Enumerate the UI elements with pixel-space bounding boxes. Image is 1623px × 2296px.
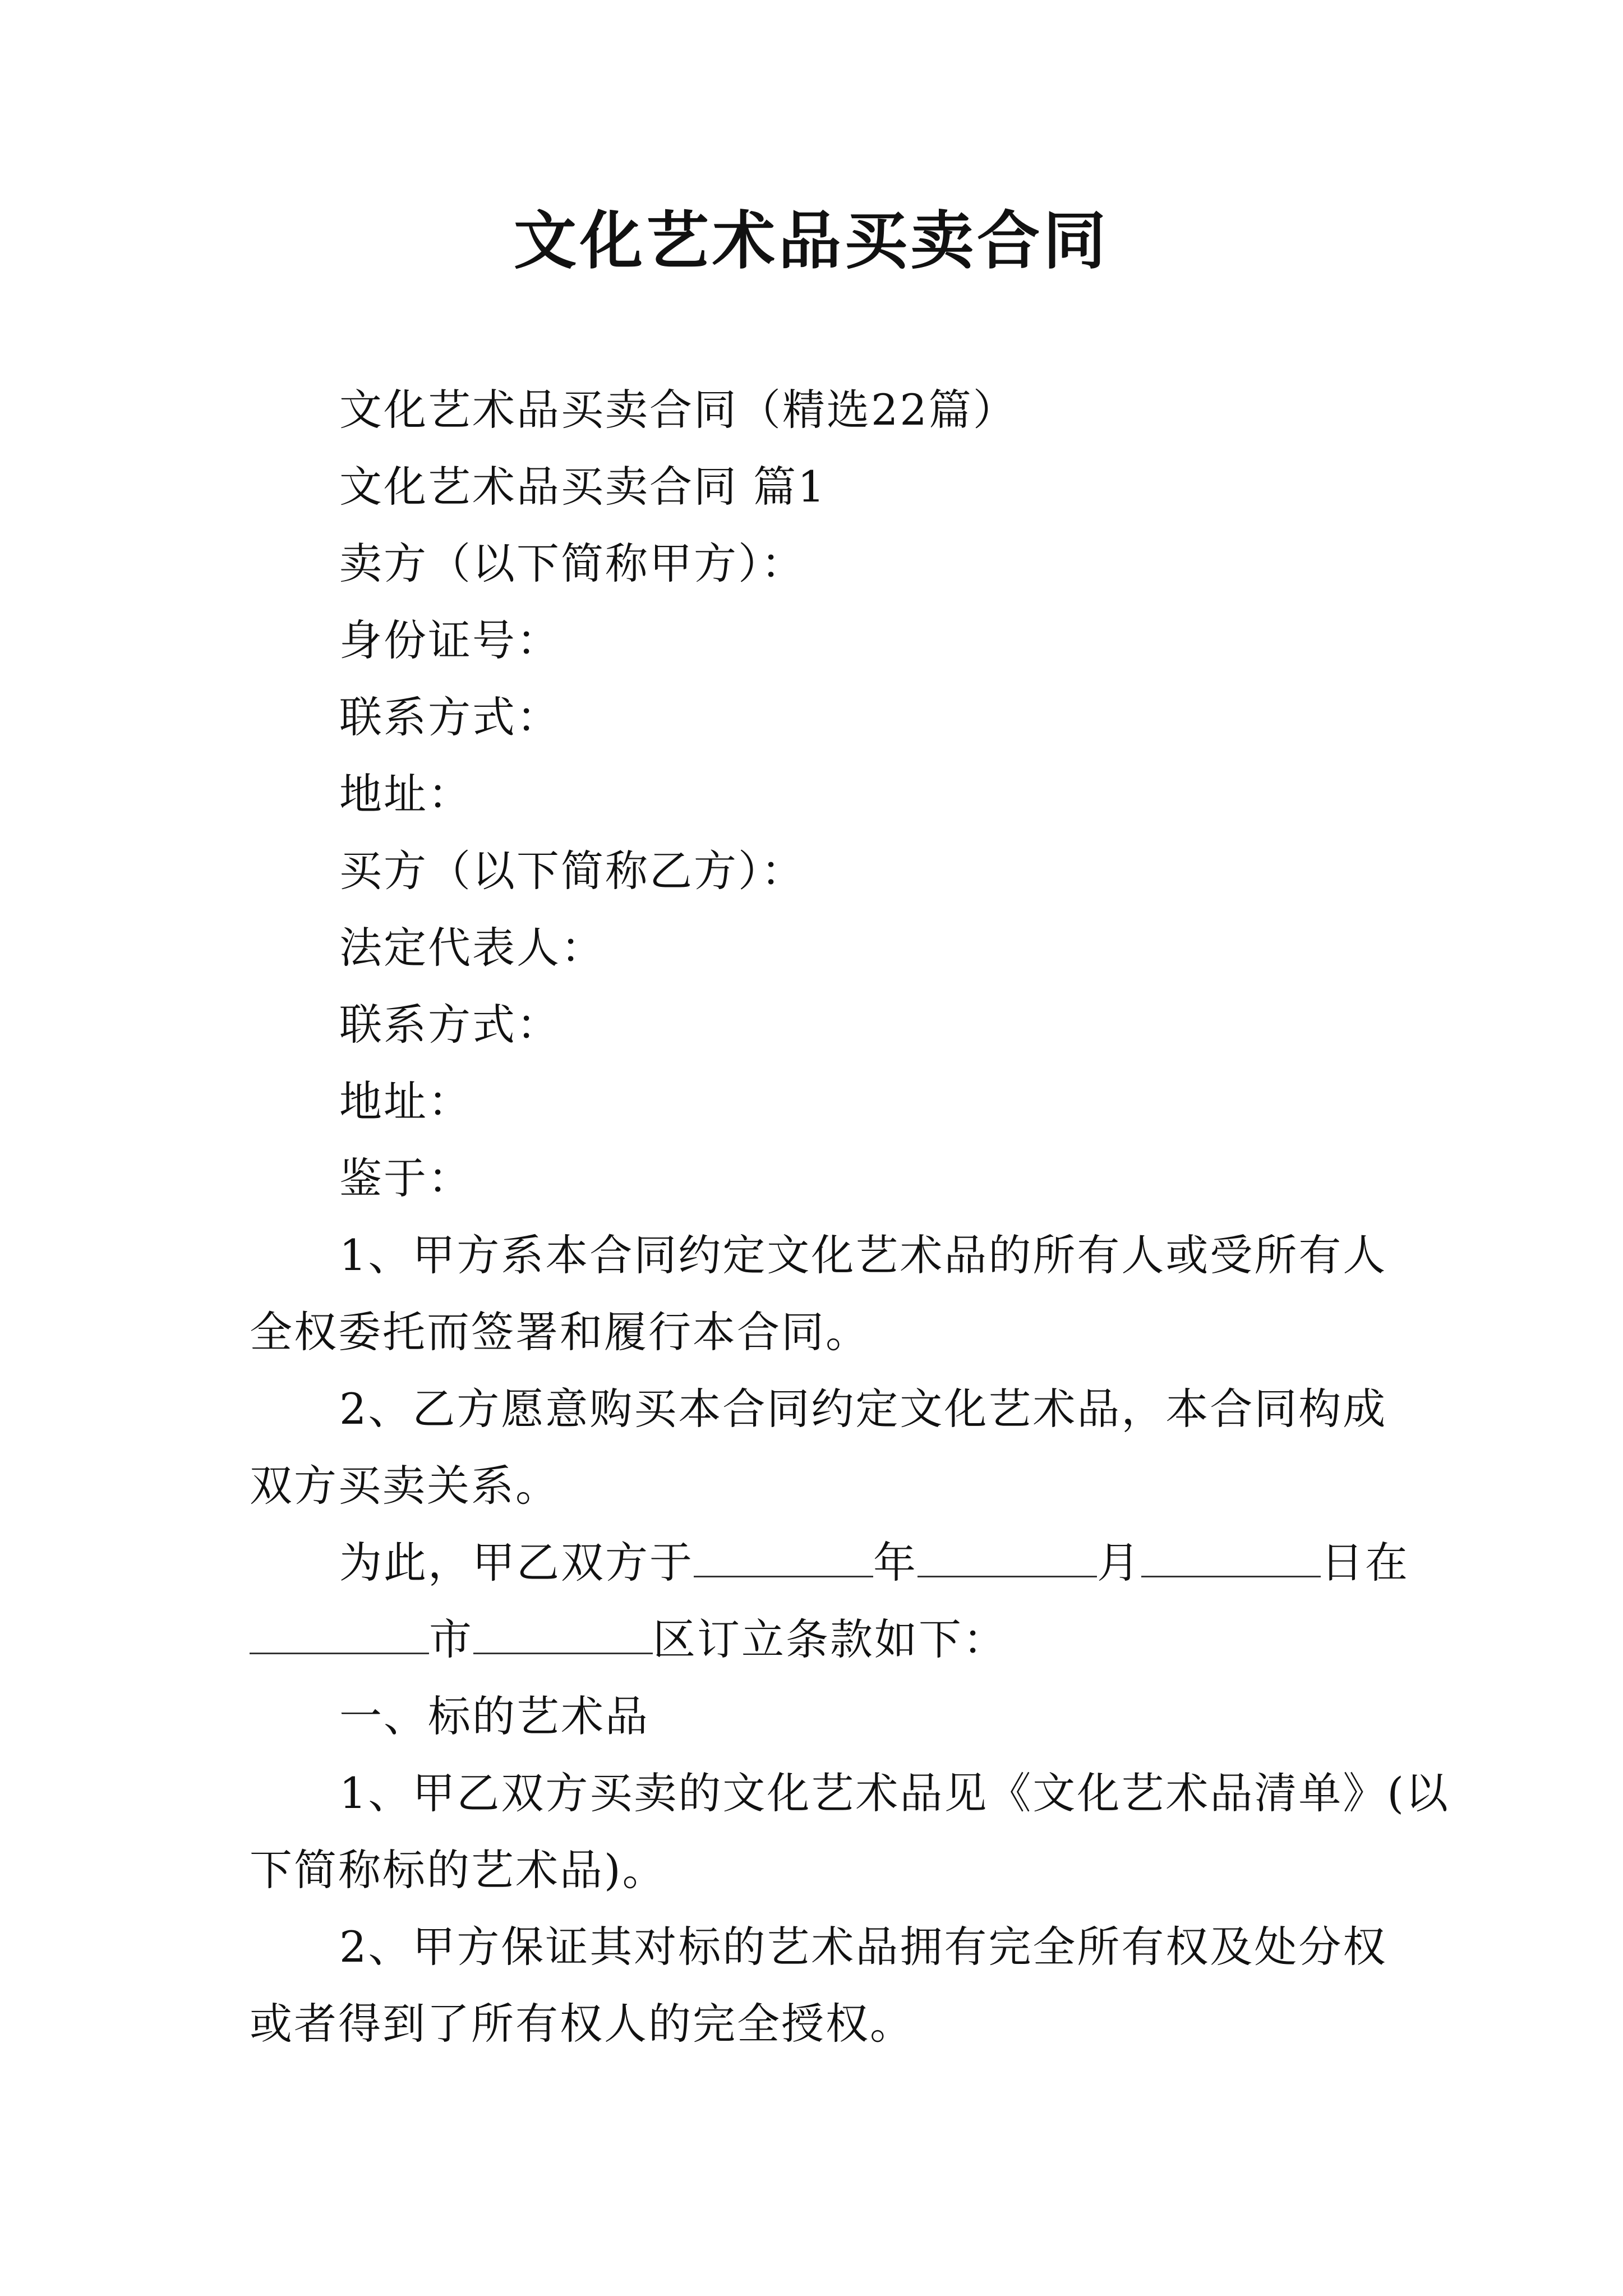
whereas-line: 鉴于：: [339, 1153, 472, 1203]
document-body: [250, 371, 1450, 2062]
item-1-line-2: 下简称标的艺术品)。: [250, 1845, 667, 1895]
year-blank: [694, 1536, 873, 1577]
item-2-line-2: 或者得到了所有权人的完全授权。: [250, 1999, 914, 2049]
document-title: 文化艺术品买卖合同: [514, 204, 1109, 278]
month-text: 月: [1097, 1538, 1141, 1588]
month-blank: [917, 1536, 1097, 1577]
seller-contact-line: 联系方式：: [339, 692, 561, 742]
clause-1-line-2: 全权委托而签署和履行本合同。: [250, 1307, 870, 1357]
city-text: 市: [429, 1614, 473, 1664]
id-number-line: 身份证号：: [339, 615, 561, 665]
city-district-line: [250, 1601, 1388, 1678]
day-text: 日在: [1321, 1538, 1409, 1588]
district-blank: [473, 1613, 653, 1654]
buyer-line: 买方（以下简称乙方）：: [339, 846, 805, 896]
day-blank: [1141, 1536, 1321, 1577]
date-place-line: [250, 1524, 1409, 1601]
buyer-contact-line: 联系方式：: [339, 1000, 561, 1050]
city-blank: [250, 1613, 429, 1654]
year-text: 年: [873, 1538, 917, 1588]
clause-2-line-1: 2、乙方愿意购买本合同约定文化艺术品，本合同构成: [339, 1384, 1387, 1434]
section-1-heading: 一、标的艺术品: [339, 1691, 649, 1741]
subtitle-line: 文化艺术品买卖合同（精选22篇）: [339, 385, 1017, 435]
date-intro-text: 为此，甲乙双方于: [339, 1538, 694, 1588]
section-heading-line: 文化艺术品买卖合同 篇1: [339, 462, 827, 512]
clause-1-line-1: 1、甲方系本合同约定文化艺术品的所有人或受所有人: [339, 1230, 1387, 1280]
item-1-line-1: 1、甲乙双方买卖的文化艺术品见《文化艺术品清单》(以: [339, 1768, 1450, 1818]
district-text: 区订立条款如下：: [653, 1614, 1007, 1664]
legal-representative-line: 法定代表人：: [339, 923, 605, 973]
item-2-line-1: 2、甲方保证其对标的艺术品拥有完全所有权及处分权: [339, 1922, 1387, 1972]
seller-address-line: 地址：: [339, 769, 472, 819]
buyer-address-line: 地址：: [339, 1076, 472, 1126]
seller-line: 卖方（以下简称甲方）：: [339, 539, 805, 588]
clause-2-line-2: 双方买卖关系。: [250, 1461, 560, 1511]
